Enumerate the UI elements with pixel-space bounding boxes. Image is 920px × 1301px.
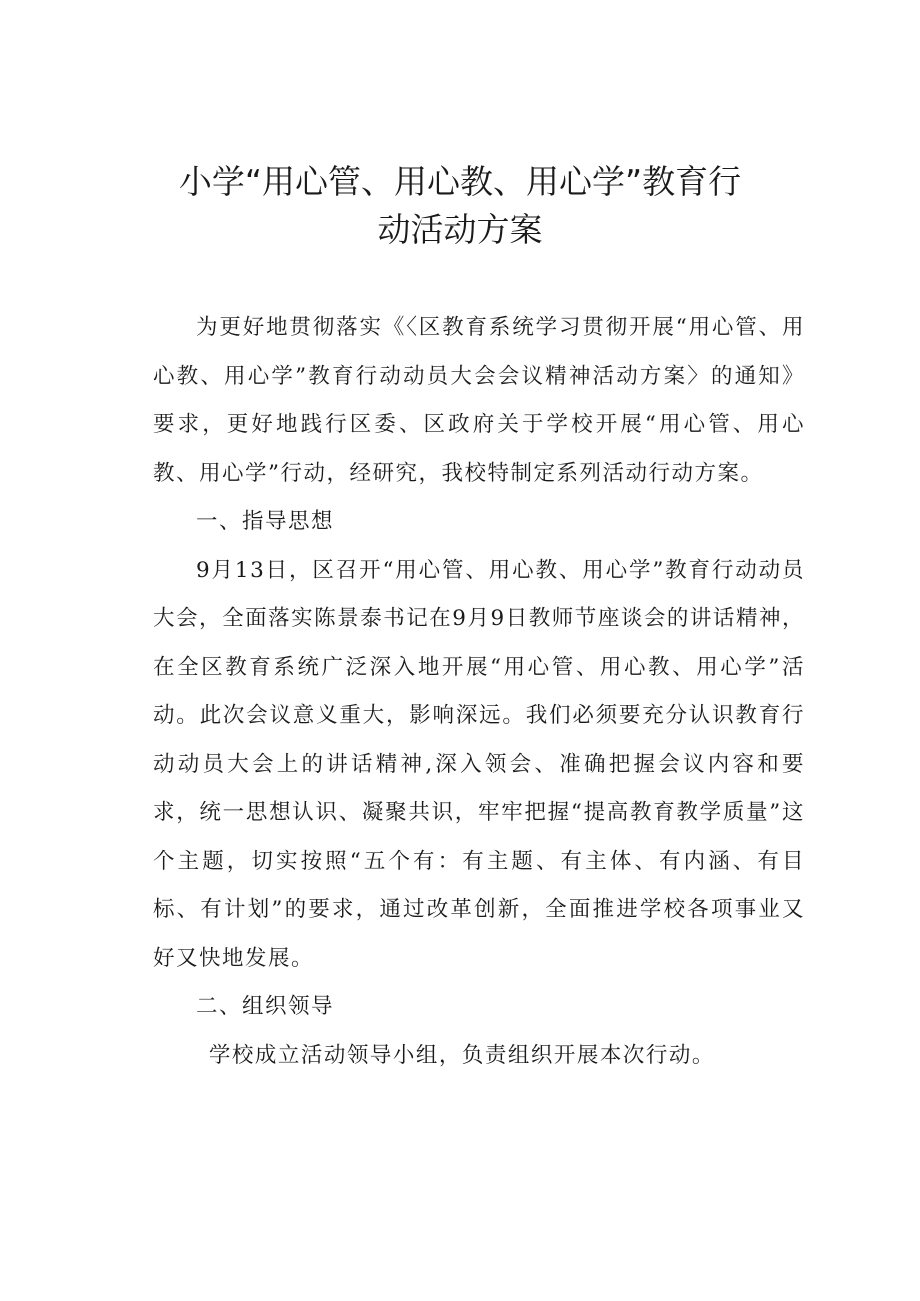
title-line-2: 动活动方案 bbox=[377, 210, 543, 249]
section-heading-organization: 二、组织领导 bbox=[196, 994, 335, 1019]
section-heading-guiding-ideology: 一、指导思想 bbox=[196, 509, 335, 534]
document-body bbox=[153, 304, 805, 1080]
section-paragraph-guiding-ideology: 9月13日，区召开“用心管、用心教、用心学”教育行动动员大会，全面落实陈景泰书记在9月9日教师节座谈会的讲话精神，在全区教育系统广泛深入地开展“用心管、用心教、用心学”活动。此次会议意义重大，影响深远。我们必须要充分认识教育行动动员大会上的讲话精神,深入领会、准确把握会议内容和要求，统一思想认识、凝聚共识，牢牢把握“提高教育教学质量”这个主题，切实按照“五个有：有主题、有主体、有内涵、有目标、有计划”的要求，通过改革创新，全面推进学校各项事业又好又快地发展。 bbox=[153, 557, 805, 971]
section-paragraph-organization: 学校成立活动领导小组，负责组织开展本次行动。 bbox=[208, 1042, 715, 1068]
title-line-1: 小学“用心管、用心教、用心学”教育行 bbox=[178, 162, 742, 201]
document-title bbox=[0, 158, 920, 254]
intro-paragraph: 为更好地贯彻落实《〈区教育系统学习贯彻开展“用心管、用心教、用心学”教育行动动员大会会议精神活动方案〉的通知》要求，更好地践行区委、区政府关于学校开展“用心管、用心教、用心学”行动，经研究，我校特制定系列活动行动方案。 bbox=[153, 315, 805, 486]
